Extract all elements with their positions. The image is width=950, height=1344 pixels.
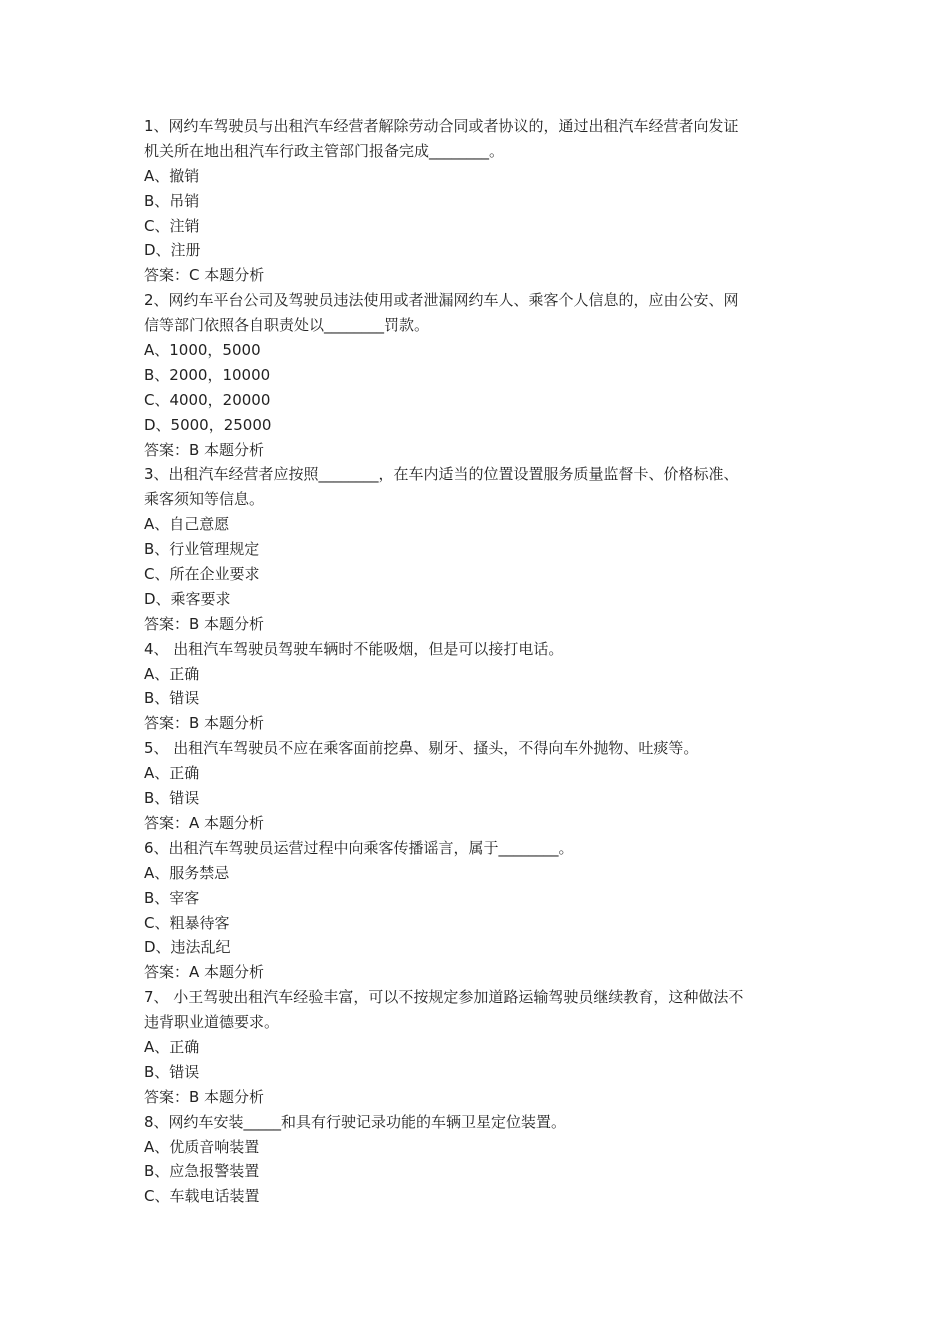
option-b: B、错误 [144,789,200,808]
option-d: D、5000，25000 [144,415,272,434]
question-stem: 2、网约车平台公司及驾驶员违法使用或者泄漏网约车人、乘客个人信息的，应由公安、网 [144,291,739,310]
option-b: B、应急报警装置 [144,1162,260,1181]
option-a: A、正确 [144,764,200,783]
answer-line: 答案：B 本题分析 [144,440,265,459]
option-b: B、宰客 [144,888,200,907]
question-block [144,736,814,836]
option-b: B、错误 [144,689,200,708]
question-stem: 信等部门依照各自职责处以________罚款。 [144,316,430,335]
question-block [144,288,814,462]
question-stem: 1、网约车驾驶员与出租汽车经营者解除劳动合同或者协议的，通过出租汽车经营者向发证 [144,117,739,135]
question-stem: 8、网约车安装_____和具有行驶记录功能的车辆卫星定位装置。 [144,1112,567,1131]
option-a: A、撤销 [144,166,200,185]
option-b: B、2000，10000 [144,365,271,384]
option-b: B、错误 [144,1062,200,1081]
question-stem: 4、 出租汽车驾驶员驾驶车辆时不能吸烟，但是可以接打电话。 [144,639,564,658]
answer-line: 答案：B 本题分析 [144,714,265,733]
question-block [144,836,814,985]
question-block [144,114,814,288]
option-c: C、车载电话装置 [144,1187,260,1206]
question-stem: 6、出租汽车驾驶员运营过程中向乘客传播谣言，属于________。 [144,838,574,857]
answer-line: 答案：A 本题分析 [144,813,265,832]
option-a: A、正确 [144,664,200,683]
question-stem: 违背职业道德要求。 [144,1013,280,1032]
option-c: C、注销 [144,216,200,235]
option-d: D、注册 [144,241,201,260]
document-page [144,114,814,1209]
option-d: D、违法乱纪 [144,938,231,957]
answer-line: 答案：C 本题分析 [144,266,265,285]
question-block [144,985,814,1109]
option-a: A、服务禁忌 [144,863,230,882]
question-stem: 7、 小王驾驶出租汽车经验丰富，可以不按规定参加道路运输驾驶员继续教育，这种做法不 [144,988,744,1007]
question-stem: 3、出租汽车经营者应按照________，在车内适当的位置设置服务质量监督卡、价格标准、 [144,465,739,484]
option-a: A、正确 [144,1037,200,1056]
question-stem: 乘客须知等信息。 [144,490,265,509]
question-block [144,637,814,737]
answer-line: 答案：B 本题分析 [144,1087,265,1106]
question-stem: 5、 出租汽车驾驶员不应在乘客面前挖鼻、剔牙、搔头，不得向车外抛物、吐痰等。 [144,739,699,758]
question-block [144,1110,814,1210]
option-c: C、4000，20000 [144,390,271,409]
option-c: C、粗暴待客 [144,913,230,932]
answer-line: 答案：A 本题分析 [144,963,265,982]
question-stem: 机关所在地出租汽车行政主管部门报备完成________。 [144,141,505,160]
option-d: D、乘客要求 [144,589,231,608]
option-c: C、所在企业要求 [144,565,260,584]
option-b: B、吊销 [144,191,200,210]
answer-line: 答案：B 本题分析 [144,614,265,633]
option-a: A、自己意愿 [144,515,230,534]
option-b: B、行业管理规定 [144,540,260,559]
option-a: A、1000，5000 [144,341,261,360]
option-a: A、优质音响装置 [144,1137,260,1156]
question-block [144,462,814,636]
